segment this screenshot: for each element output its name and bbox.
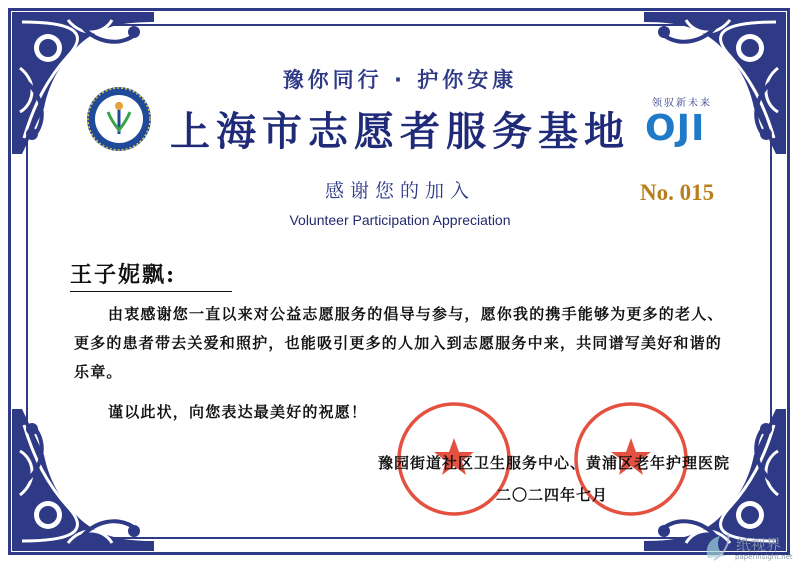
- watermark-url: paperinsight.net: [735, 553, 793, 561]
- watermark-text: 纸视界: [736, 536, 782, 554]
- body-paragraph: 谨以此状，向您表达最美好的祝愿！: [108, 403, 368, 421]
- recipient-name: 王子妮飘:: [70, 258, 232, 292]
- slogan: 豫你同行 · 护你安康: [282, 68, 518, 92]
- certificate-title: 上海市志愿者服务基地: [170, 108, 630, 155]
- partner-logo: OJI: [645, 108, 706, 149]
- certificate-number: No. 015: [640, 180, 715, 205]
- body-paragraph: 由衷感谢您一直以来对公益志愿服务的倡导与参与，愿你我的携手能够为更多的老人、更多的患者带去关爱和照护，也能吸引更多的人加入到志愿服务中来，共同谱写美好和谐的乐章。: [74, 305, 724, 381]
- certificate-subtitle-english: Volunteer Participation Appreciation: [289, 212, 511, 228]
- partner-logo-tagline: 领驭新未来: [652, 98, 712, 109]
- corner-ornament-bottom-left: [8, 405, 158, 555]
- issue-date: 二〇二四年七月: [495, 486, 608, 504]
- certificate-subtitle: 感谢您的加入: [324, 180, 475, 202]
- issuer-organizations: 豫园街道社区卫生服务中心、黄浦区老年护理医院: [377, 454, 730, 472]
